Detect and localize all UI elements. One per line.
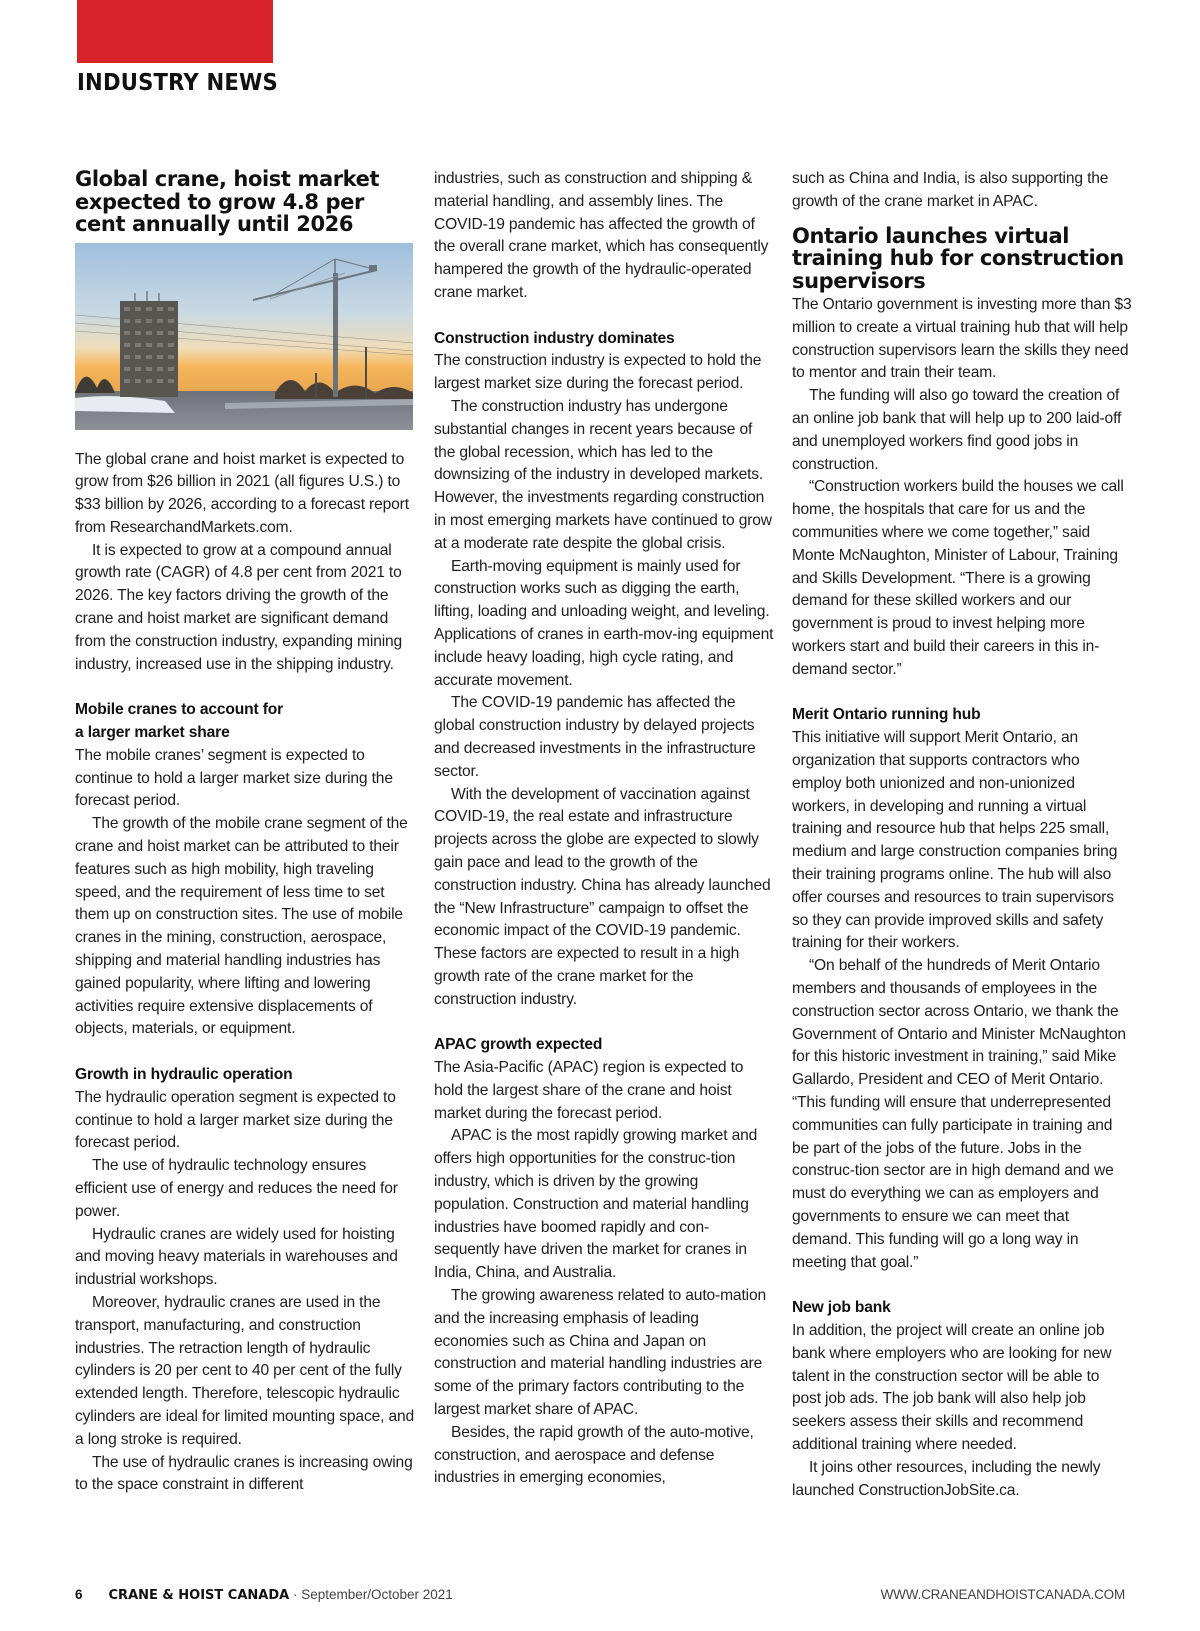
paragraph: It joins other resources, including the newly launched ConstructionJobSite.ca.	[792, 1458, 1101, 1499]
subheading: New job bank	[792, 1299, 891, 1317]
paragraph: “Construction workers build the houses we call home, the hospitals that care for us and the communities where we come together,” said Monte McNaughton, Minister of Labour, Training and Skills Development. “There is a growing demand for these skilled workers and our government is proud to invest helping more workers start and build their careers in this in-demand sector.”	[792, 478, 1124, 678]
issue-date: · September/October 2021	[289, 1587, 453, 1602]
paragraph: It is expected to grow at a compound annual growth rate (CAGR) of 4.8 per cent from 2021 to 2026. The key factors driving the growth of the crane and hoist market are significant demand from the construction industry, expanding mining industry, increased use in the shipping industry.	[75, 541, 403, 673]
page-footer-left	[75, 1587, 453, 1603]
paragraph: The construction industry has undergone substantial changes in recent years because of the global recession, which has led to the downsizing of the industry in developed markets. However, the investments regarding construction in most emerging markets have continued to grow at a moderate rate despite the global crisis.	[434, 397, 772, 552]
subheading: Merit Ontario running hub	[792, 706, 981, 724]
column-1	[75, 168, 415, 1497]
paragraph: The Asia-Pacific (APAC) region is expected to hold the largest share of the crane and hoist market during the forecast period.	[434, 1059, 744, 1122]
paragraph: The Ontario government is investing more than $3 million to create a virtual training hub that will help construction supervisors learn the skills they need to mentor and train their team.	[792, 296, 1132, 382]
paragraph: Hydraulic cranes are widely used for hoisting and moving heavy materials in warehouses and industrial workshops.	[75, 1225, 398, 1289]
paragraph: Earth-moving equipment is mainly used for construction works such as digging the earth, lifting, loading and unloading weight, and leveling. Applications of cranes in earth-mov-ing equipment include heavy loading, high cycle rating, and accurate movement.	[434, 557, 774, 689]
article-photo	[75, 243, 413, 430]
paragraph: industries, such as construction and shipping & material handling, and assembly lines. The COVID-19 pandemic has affected the growth of the overall crane market, which has consequently hampered the growth of the hydraulic-operated crane market.	[434, 170, 769, 301]
website-url: WWW.CRANEANDHOISTCANADA.COM	[880, 1587, 1125, 1602]
page-number: 6	[75, 1587, 83, 1602]
paragraph: The COVID-19 pandemic has affected the global construction industry by delayed projects and decreased investments in the infrastructure sector.	[434, 694, 756, 780]
paragraph: Moreover, hydraulic cranes are used in the transport, manufacturing, and construction industries. The retraction length of hydraulic cylinders is 20 per cent to 40 per cent of the fully extended length. Therefore, telescopic hydraulic cylinders are ideal for limited mounting space, and a long stroke is required.	[75, 1293, 415, 1448]
paragraph: The global crane and hoist market is expected to grow from $26 billion in 2021 (all figures U.S.) to $33 billion by 2026, according to a forecast report from ResearchandMarkets.com.	[75, 450, 409, 536]
paragraph: such as China and India, is also supporting the growth of the crane market in APAC.	[792, 170, 1109, 210]
section-accent-bar	[77, 0, 273, 63]
paragraph: The construction industry is expected to hold the largest market size during the forecast period.	[434, 352, 762, 393]
article-headline: Ontario launches virtual training hub for construction supervisors	[792, 223, 1124, 293]
paragraph: The use of hydraulic cranes is increasing owing to the space constraint in different	[75, 1453, 413, 1494]
subheading: APAC growth expected	[434, 1036, 603, 1054]
paragraph: In addition, the project will create an online job bank where employers who are looking for new talent in the construction sector will be able to post job ads. The job bank will also help job seekers assess their skills and recommend additional training where needed.	[792, 1321, 1112, 1453]
paragraph: Besides, the rapid growth of the auto-motive, construction, and aerospace and defense industries in emerging economies,	[434, 1423, 754, 1487]
column-2	[434, 168, 774, 1490]
subheading: Growth in hydraulic operation	[75, 1066, 293, 1084]
paragraph: This initiative will support Merit Ontario, an organization that supports contractors who employ both unionized and non-unionized workers, in developing and running a virtual training and resource hub that helps 225 small, medium and large construction companies bring their training programs online. The hub will also offer courses and resources to train supervisors so they can provide improved skills and safety training for their workers.	[792, 729, 1118, 952]
paragraph: With the development of vaccination against COVID-19, the real estate and infrastructure projects across the globe are expected to slowly gain pace and lead to the growth of the construction industry. China has already launched the “New Infrastructure” campaign to offset the economic impact of the COVID-19 pandemic. These factors are expected to result in a high growth rate of the crane market for the construction industry.	[434, 785, 771, 1008]
paragraph: APAC is the most rapidly growing market and offers high opportunities for the construc-tion industry, which is driven by the growing population. Construction and material handling industries have boomed rapidly and con-sequently have driven the market for cranes in India, China, and Australia.	[434, 1127, 758, 1282]
paragraph: The funding will also go toward the creation of an online job bank that will help up to 200 laid-off and unemployed workers find good jobs in construction.	[792, 387, 1122, 473]
magazine-name: CRANE & HOIST CANADA	[108, 1588, 290, 1603]
subheading: Mobile cranes to account for a larger market share	[75, 701, 284, 742]
paragraph: “On behalf of the hundreds of Merit Ontario members and thousands of employees in the construction sector across Ontario, we thank the Government of Ontario and Minister McNaughton for this historic investment in training,” said Mike Gallardo, President and CEO of Merit Ontario. “This funding will ensure that underrepresented communities can fully participate in training and be part of the jobs of the future. Jobs in the construc-tion sector are in high demand and we must do everything we can as employers and governments to ensure we can meet that demand. This funding will go a long way in meeting that goal.”	[792, 957, 1126, 1271]
paragraph: The growing awareness related to auto-mation and the increasing emphasis of leading economies such as China and Japan on construction and material handling industries are some of the primary factors contributing to the largest market share of APAC.	[434, 1287, 766, 1419]
paragraph: The use of hydraulic technology ensures efficient use of energy and reduces the need for power.	[75, 1157, 398, 1220]
paragraph: The mobile cranes’ segment is expected to continue to hold a larger market size during the forecast period.	[75, 746, 393, 810]
subheading: Construction industry dominates	[434, 329, 675, 347]
section-label: INDUSTRY NEWS	[77, 70, 278, 96]
article-headline: Global crane, hoist market expected to grow 4.8 per cent annually until 2026	[75, 167, 380, 236]
paragraph: The growth of the mobile crane segment of the crane and hoist market can be attributed to their features such as high mobility, high traveling speed, and the requirement of less time to set them up on construction sites. The use of mobile cranes in the mining, construction, aerospace, shipping and material handling industries has gained popularity, where lifting and lowering activities require extensive displacements of objects, materials, or equipment.	[75, 815, 408, 1038]
paragraph: The hydraulic operation segment is expected to continue to hold a larger market size during the forecast period.	[75, 1088, 396, 1152]
column-3	[792, 168, 1132, 1502]
crane-photo-illustration	[75, 243, 413, 430]
